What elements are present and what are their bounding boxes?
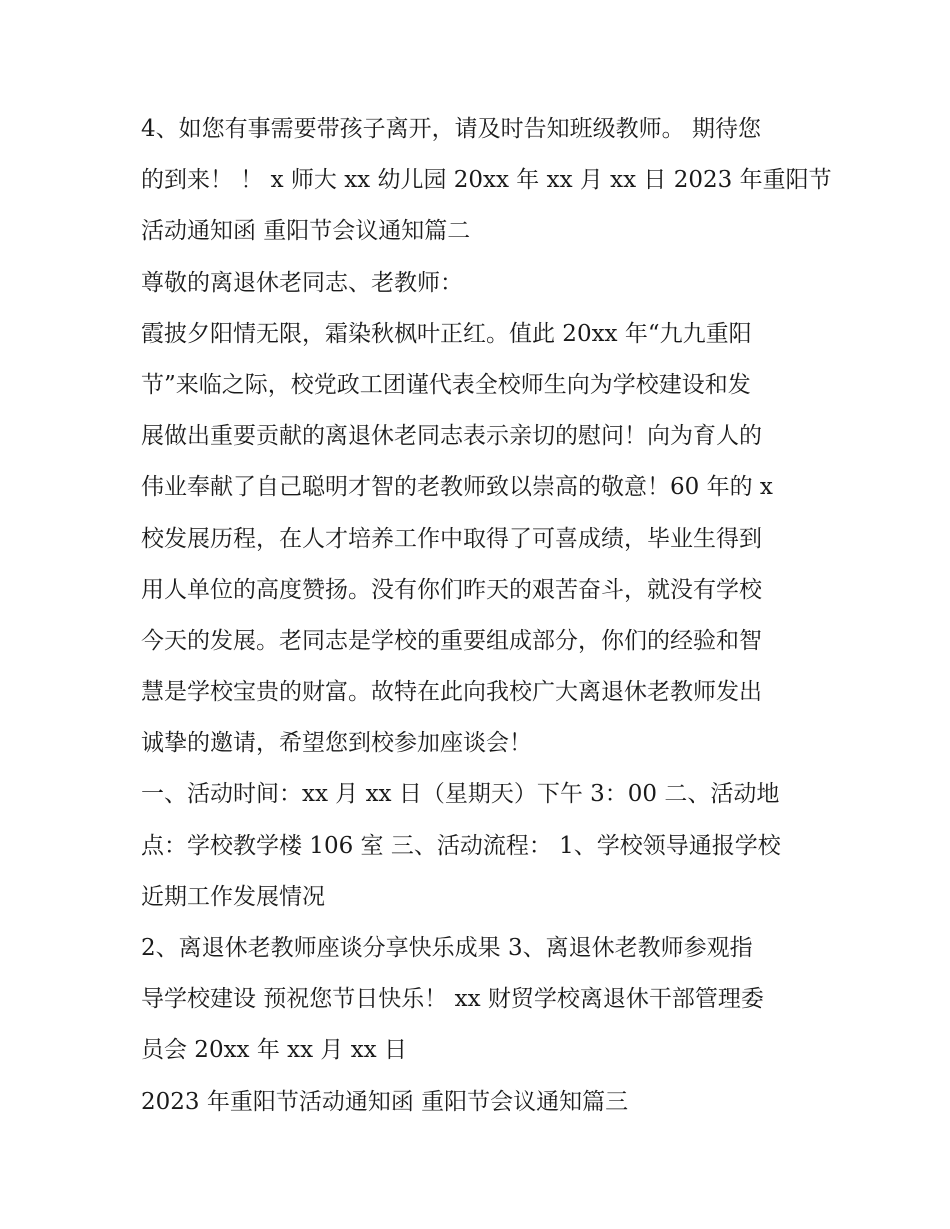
section-heading: 活动通知函 重阳节会议通知篇二 <box>141 218 471 245</box>
salutation: 尊敬的离退休老同志、老教师： <box>141 269 463 296</box>
text-line: 近期工作发展情况 <box>141 883 325 910</box>
text-line: 校发展历程，在人才培养工作中取得了可喜成绩，毕业生得到 <box>141 525 762 552</box>
text-line: 节”来临之际，校党政工团谨代表全校师生向为学校建设和发 <box>141 371 751 398</box>
text-line: 伟业奉献了自己聪明才智的老教师致以崇高的敬意！60 年的 x <box>141 474 773 501</box>
document-body <box>141 104 832 1128</box>
text-line: 诚挚的邀请，希望您到校参加座谈会！ <box>141 730 532 757</box>
text-line: 今天的发展。老同志是学校的重要组成部分，你们的经验和智 <box>141 627 762 654</box>
text-line: 的到来！ ！ x 师大 xx 幼儿园 20xx 年 xx 月 xx 日 2023 年重阳节 <box>141 167 832 194</box>
text-line: 点：学校教学楼 106 室 三、活动流程： 1、学校领导通报学校 <box>141 832 781 859</box>
text-line: 慧是学校宝贵的财富。故特在此向我校广大离退休老教师发出 <box>141 679 762 706</box>
text-line: 展做出重要贡献的离退休老同志表示亲切的慰问！向为育人的 <box>141 423 762 450</box>
text-line: 一、活动时间：xx 月 xx 日（星期天）下午 3：00 二、活动地 <box>141 781 780 808</box>
text-line: 霞披夕阳情无限，霜染秋枫叶正红。值此 20xx 年“九九重阳 <box>141 320 752 347</box>
text-line: 导学校建设 预祝您节日快乐！ xx 财贸学校离退休干部管理委 <box>141 986 764 1013</box>
text-line: 员会 20xx 年 xx 月 xx 日 <box>141 1037 407 1064</box>
text-line: 4、如您有事需要带孩子离开，请及时告知班级教师。 期待您 <box>141 116 761 142</box>
text-line: 用人单位的高度赞扬。没有你们昨天的艰苦奋斗，就没有学校 <box>141 576 762 603</box>
text-line: 2、离退休老教师座谈分享快乐成果 3、离退休老教师参观指 <box>141 935 753 961</box>
section-heading: 2023 年重阳节活动通知函 重阳节会议通知篇三 <box>141 1088 629 1115</box>
